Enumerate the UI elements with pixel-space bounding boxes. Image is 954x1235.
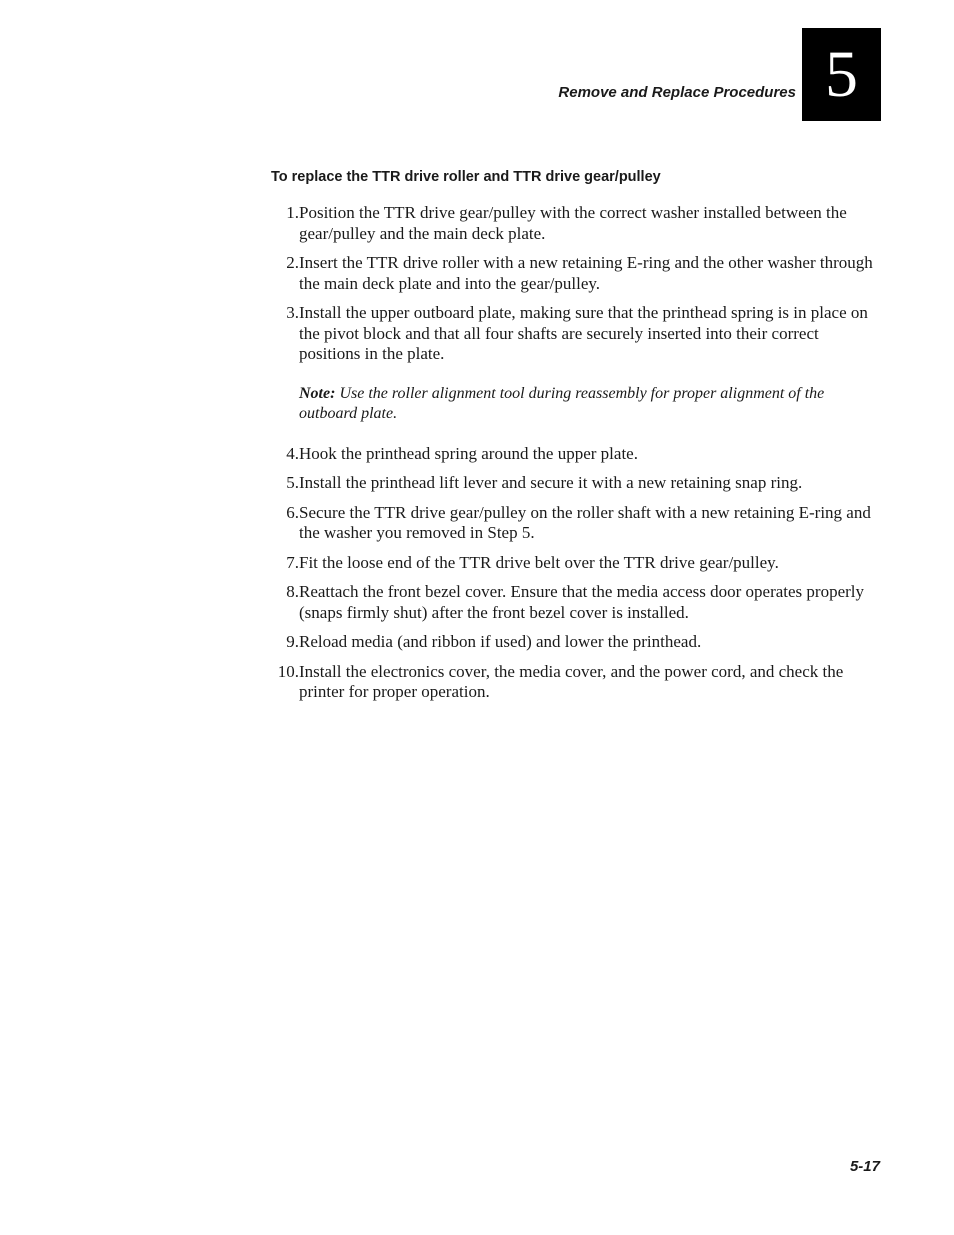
step-number: 6.	[286, 502, 299, 522]
step-number: 7.	[286, 552, 299, 572]
procedure-step	[262, 662, 880, 703]
procedure-step	[262, 582, 880, 623]
step-text: Reattach the front bezel cover. Ensure that the media access door operates properly (snaps firmly shut) after the front bezel cover is installed.	[299, 582, 865, 622]
procedure-step	[262, 503, 880, 544]
note-label: Note:	[299, 384, 336, 402]
step-text: Install the printhead lift lever and secure it with a new retaining snap ring.	[299, 473, 803, 492]
running-header-title: Remove and Replace Procedures	[558, 84, 796, 101]
step-number: 2.	[286, 253, 299, 272]
procedure-step	[262, 632, 880, 653]
step-text: Install the upper outboard plate, making sure that the printhead spring is in place on the pivot block and that all four shafts are securely inserted into their correct positions in the plate.	[299, 303, 868, 363]
step-number: 5.	[286, 473, 299, 492]
step-text: Secure the TTR drive gear/pulley on the roller shaft with a new retaining E-ring and the washer you removed in Step 5.	[299, 502, 871, 542]
step-text: Reload media (and ribbon if used) and lower the printhead.	[299, 632, 702, 651]
chapter-number-tab: 5	[802, 28, 881, 121]
procedure-step	[262, 203, 880, 244]
procedure-step	[262, 253, 880, 294]
step-number: 10.	[277, 661, 299, 681]
note-block	[299, 384, 880, 425]
step-text: Fit the loose end of the TTR drive belt over the TTR drive gear/pulley.	[299, 552, 779, 572]
step-text: Hook the printhead spring around the upper plate.	[299, 443, 638, 463]
step-number: 1.	[286, 203, 299, 222]
procedure-step	[262, 444, 880, 465]
step-text: Insert the TTR drive roller with a new retaining E-ring and the other washer through the main deck plate and into the gear/pulley.	[299, 253, 873, 293]
step-number: 3.	[286, 303, 299, 322]
step-text: Install the electronics cover, the media cover, and the power cord, and check the printer for proper operation.	[299, 661, 844, 701]
note-text: Use the roller alignment tool during reassembly for proper alignment of the outboard plate.	[299, 384, 825, 422]
procedure-step	[262, 553, 880, 574]
procedure-step	[262, 473, 880, 494]
procedure-steps-list	[262, 203, 880, 712]
procedure-step	[262, 303, 880, 365]
step-text: Position the TTR drive gear/pulley with the correct washer installed between the gear/pulley and the main deck plate.	[299, 203, 847, 243]
step-number: 9.	[286, 632, 299, 651]
step-number: 4.	[286, 443, 299, 463]
step-number: 8.	[286, 582, 299, 601]
section-heading: To replace the TTR drive roller and TTR drive gear/pulley	[271, 169, 661, 185]
page-number: 5-17	[849, 1158, 880, 1175]
